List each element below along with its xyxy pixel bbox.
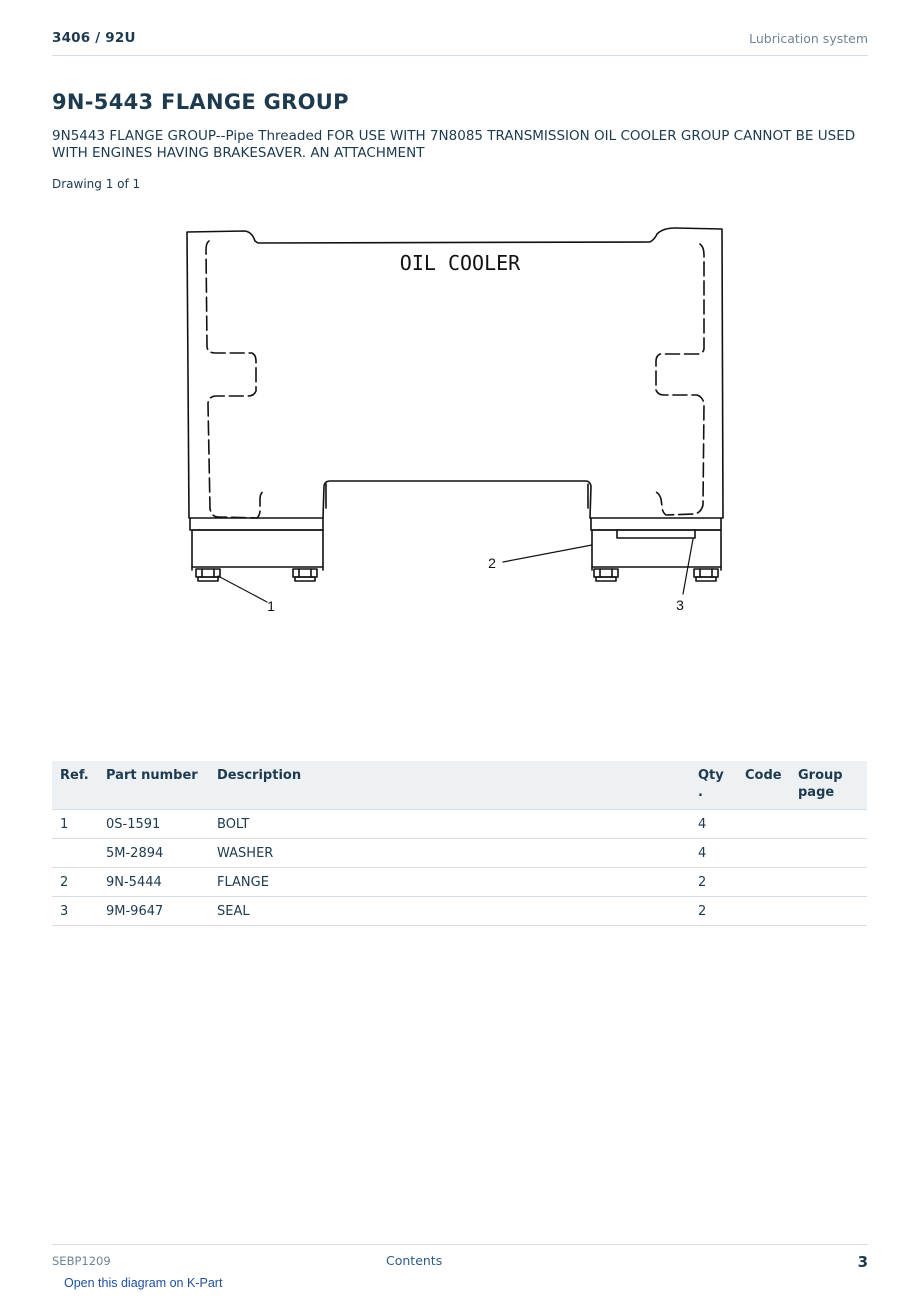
left-flange-block bbox=[192, 530, 323, 567]
callout-3: 3 bbox=[676, 597, 684, 613]
kpart-link[interactable]: Open this diagram on K-Part bbox=[64, 1276, 223, 1290]
row-group-page bbox=[790, 839, 867, 868]
right-flange-block bbox=[592, 530, 721, 567]
col-description: Description bbox=[209, 761, 690, 810]
page-title: 9N-5443 FLANGE GROUP bbox=[52, 90, 349, 114]
row-qty: 4 bbox=[690, 810, 737, 839]
section-name: Lubrication system bbox=[749, 31, 868, 46]
row-part-number: 5M-2894 bbox=[98, 839, 209, 868]
row-group-page bbox=[790, 897, 867, 926]
row-ref: 1 bbox=[52, 810, 98, 839]
col-part-number: Part number bbox=[98, 761, 209, 810]
page-header bbox=[52, 28, 868, 56]
callout-1-leader bbox=[218, 576, 267, 602]
row-description: BOLT bbox=[209, 810, 690, 839]
row-description: SEAL bbox=[209, 897, 690, 926]
page-number: 3 bbox=[857, 1253, 868, 1271]
row-ref bbox=[52, 839, 98, 868]
parts-diagram bbox=[160, 205, 760, 725]
group-description: 9N5443 FLANGE GROUP--Pipe Threaded FOR USE WITH 7N8085 TRANSMISSION OIL COOLER GROUP CANNOT BE USED WITH ENGINES HAVING BRAKESAVER. AN ATTACHMENT bbox=[52, 128, 856, 161]
col-qty: Qty . bbox=[690, 761, 737, 810]
row-part-number: 9M-9647 bbox=[98, 897, 209, 926]
row-qty: 4 bbox=[690, 839, 737, 868]
bolt-heads bbox=[196, 569, 718, 581]
diagram-label: OIL COOLER bbox=[399, 251, 521, 275]
row-code bbox=[737, 897, 790, 926]
row-part-number: 9N-5444 bbox=[98, 868, 209, 897]
row-part-number: 0S-1591 bbox=[98, 810, 209, 839]
model-label: 3406 / 92U bbox=[52, 30, 136, 46]
callout-2-leader bbox=[503, 545, 592, 562]
row-group-page bbox=[790, 868, 867, 897]
row-qty: 2 bbox=[690, 897, 737, 926]
parts-table bbox=[52, 761, 867, 926]
row-ref: 2 bbox=[52, 868, 98, 897]
table-row bbox=[52, 810, 867, 839]
row-group-page bbox=[790, 810, 867, 839]
table-header-row bbox=[52, 761, 867, 810]
row-ref: 3 bbox=[52, 897, 98, 926]
drawing-label: Drawing 1 of 1 bbox=[52, 177, 141, 191]
col-group-page: Group page bbox=[790, 761, 867, 810]
page-footer bbox=[52, 1244, 868, 1275]
table-row bbox=[52, 839, 867, 868]
col-ref: Ref. bbox=[52, 761, 98, 810]
row-qty: 2 bbox=[690, 868, 737, 897]
row-code bbox=[737, 868, 790, 897]
callout-2: 2 bbox=[488, 555, 496, 571]
table-row bbox=[52, 897, 867, 926]
col-code: Code bbox=[737, 761, 790, 810]
row-code bbox=[737, 839, 790, 868]
seal-slot bbox=[617, 530, 695, 538]
document-id: SEBP1209 bbox=[52, 1254, 111, 1268]
cooler-body-inner bbox=[206, 241, 264, 518]
contents-link[interactable]: Contents bbox=[386, 1253, 443, 1268]
callout-1: 1 bbox=[267, 598, 275, 614]
row-description: FLANGE bbox=[209, 868, 690, 897]
table-row bbox=[52, 868, 867, 897]
row-description: WASHER bbox=[209, 839, 690, 868]
row-code bbox=[737, 810, 790, 839]
